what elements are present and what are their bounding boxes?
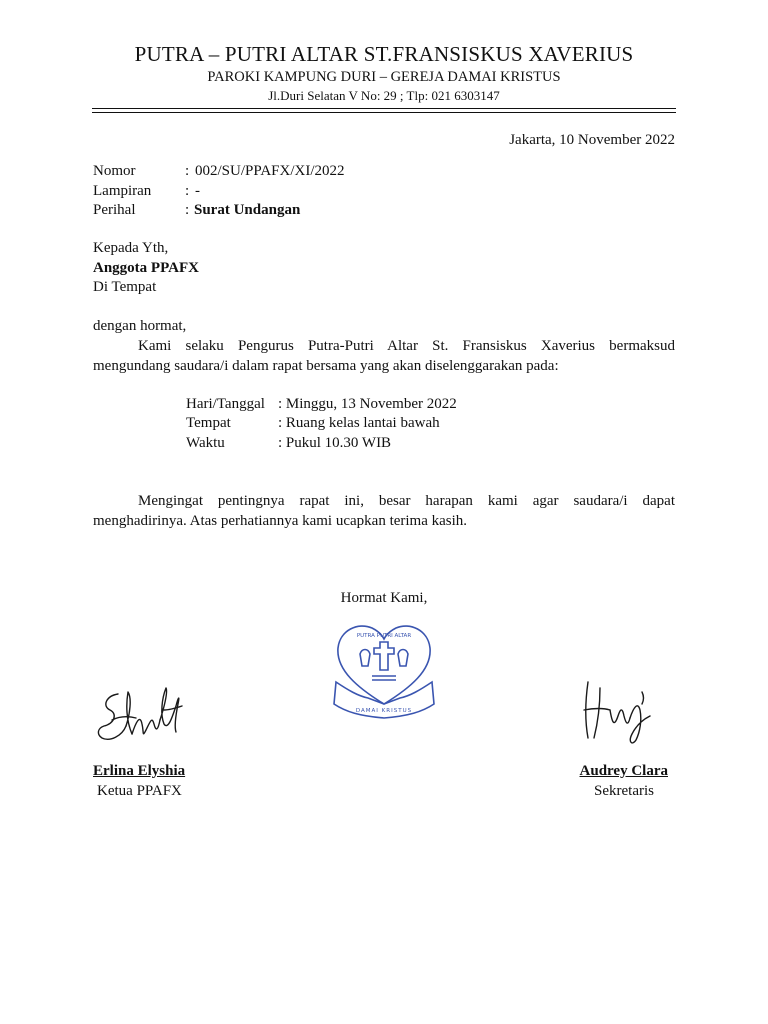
signatory-role-right: Sekretaris — [594, 783, 654, 799]
meta-label-lampiran: Lampiran — [93, 183, 152, 199]
organization-stamp — [328, 618, 440, 722]
signatory-role-left: Ketua PPAFX — [97, 783, 182, 799]
detail-label-place: Tempat — [186, 415, 231, 431]
body-intro-line1: Kami selaku Pengurus Putra-Putri Altar St. Fransiskus Xaverius bermaksud — [138, 338, 675, 354]
letterhead-organization: PUTRA – PUTRI ALTAR ST.FRANSISKUS XAVERIUS — [134, 42, 634, 66]
letterhead-rule-thin — [92, 112, 676, 113]
detail-value-time: : Pukul 10.30 WIB — [278, 435, 392, 451]
detail-label-time: Waktu — [186, 435, 225, 451]
detail-value-place: : Ruang kelas lantai bawah — [278, 415, 440, 431]
detail-label-date: Hari/Tanggal — [186, 396, 265, 412]
body-intro-line2: mengundang saudara/i dalam rapat bersama yang akan diselenggarakan pada: — [93, 358, 559, 374]
body-closing-line1: Mengingat pentingnya rapat ini, besar harapan kami agar saudara/i dapat — [138, 493, 675, 509]
detail-value-date: : Minggu, 13 November 2022 — [278, 396, 457, 412]
letterhead-parish: PAROKI KAMPUNG DURI – GEREJA DAMAI KRISTUS — [207, 69, 561, 85]
meta-sep-perihal: : — [185, 202, 190, 218]
meta-value-perihal: Surat Undangan — [194, 202, 301, 218]
meta-sep-lampiran: : — [185, 183, 190, 199]
signature-audrey — [566, 676, 662, 750]
body-closing-line2: menghadirinya. Atas perhatiannya kami ucapkan terima kasih. — [93, 513, 468, 529]
meta-sep-nomor: : — [185, 163, 190, 179]
letterhead-address: Jl.Duri Selatan V No: 29 ; Tlp: 021 6303147 — [268, 88, 500, 103]
signatory-name-right: Audrey Clara — [579, 763, 668, 779]
recipient-salutation: Kepada Yth, — [93, 240, 169, 256]
signature-erlina — [92, 680, 188, 752]
signatory-name-left: Erlina Elyshia — [93, 763, 186, 779]
closing-text: Hormat Kami, — [340, 590, 428, 606]
meta-label-nomor: Nomor — [93, 163, 136, 179]
body-greeting: dengan hormat, — [93, 318, 187, 334]
letterhead-rule-thick — [92, 108, 676, 109]
recipient-name: Anggota PPAFX — [93, 260, 199, 276]
stamp-top-text: PUTRA PUTRI ALTAR — [356, 633, 412, 639]
meta-label-perihal: Perihal — [93, 202, 136, 218]
meta-value-lampiran: - — [195, 183, 200, 199]
meta-value-nomor: 002/SU/PPAFX/XI/2022 — [195, 163, 345, 179]
stamp-bottom-text: DAMAI KRISTUS — [355, 708, 413, 714]
recipient-place: Di Tempat — [93, 279, 157, 295]
date-line: Jakarta, 10 November 2022 — [509, 132, 675, 148]
